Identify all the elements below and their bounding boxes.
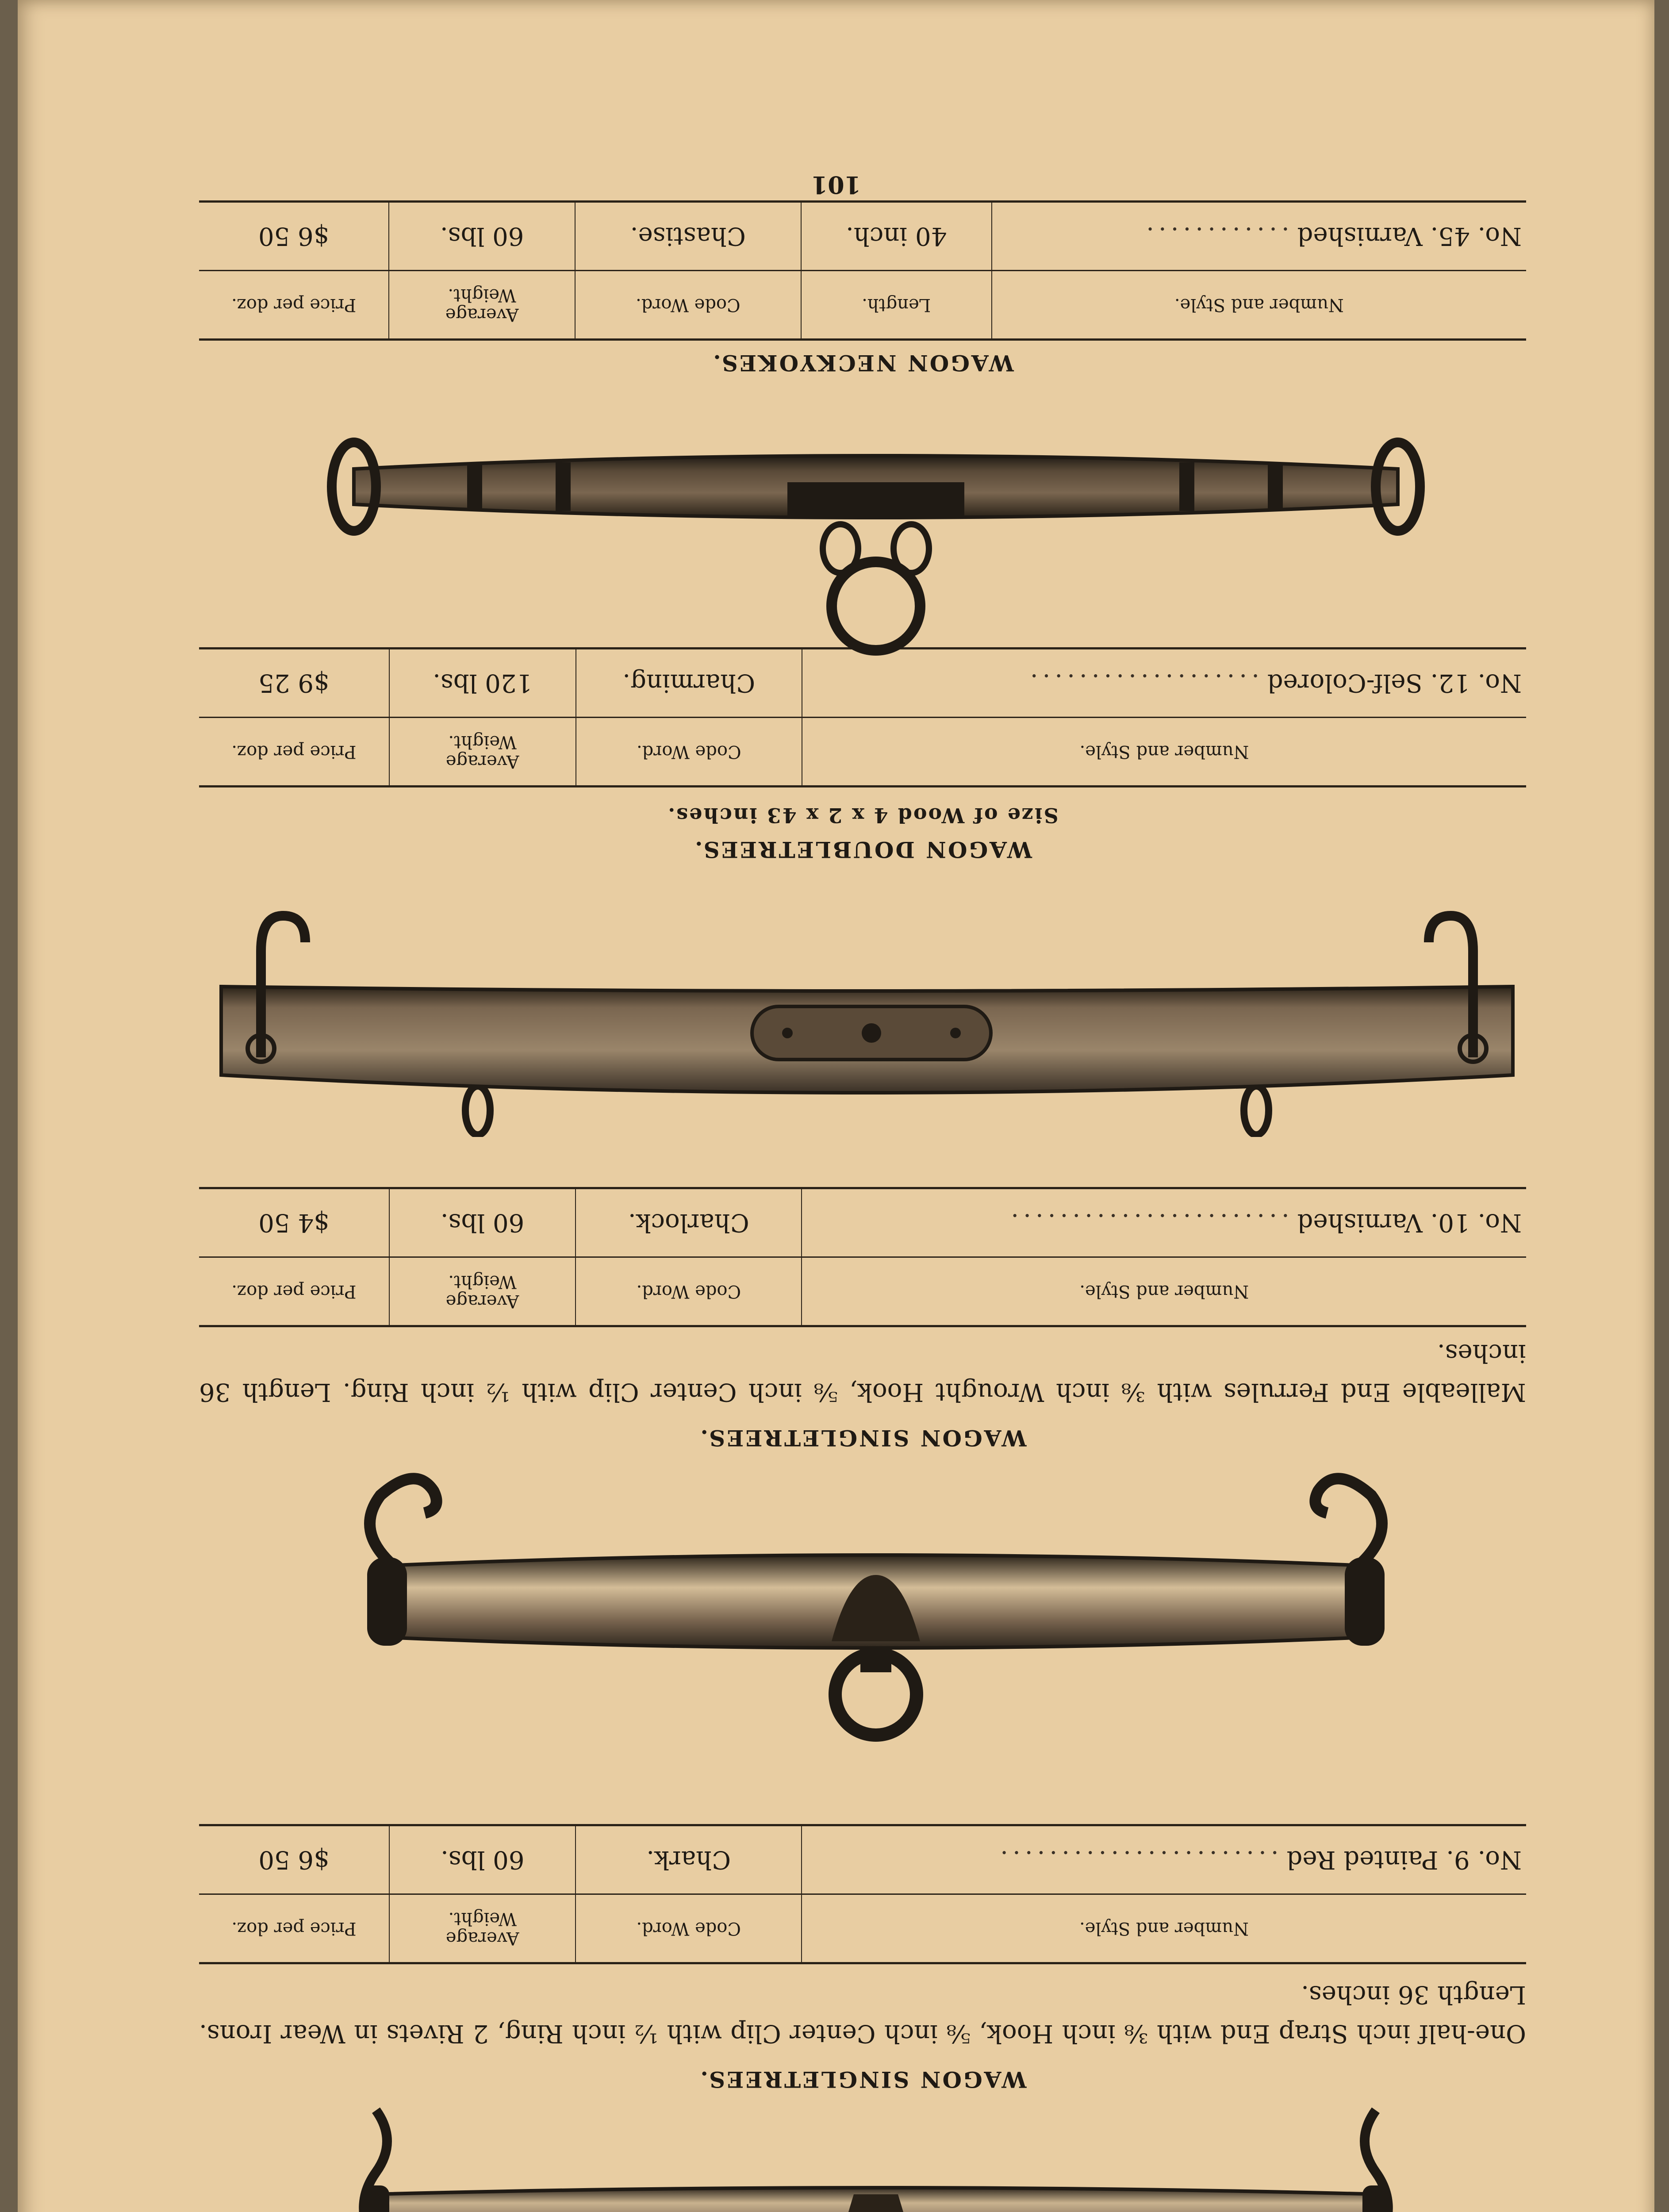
cell-number-style: No. 10. Varnished ....................... [802,1188,1526,1257]
cell-weight: 60 lbs. [389,1188,576,1257]
col-code-word: Code Word. [576,1894,801,1963]
catalog-page [18,0,1654,2212]
section-title: WAGON SINGLETREES. [698,2066,1027,2093]
col-code-word: Code Word. [576,1257,802,1326]
rotated-content [18,0,1654,2212]
page-number: 101 [811,171,861,199]
table-header-row [199,718,1526,787]
col-price: Price per doz. [199,1257,389,1326]
table-header-row [199,271,1526,340]
spec-table [199,1824,1526,1964]
col-weight: Average Weight. [389,1257,576,1326]
cell-weight: 60 lbs. [389,1825,576,1894]
cell-code-word: Chastise. [575,202,801,271]
col-number-style: Number and Style. [802,1894,1526,1963]
cell-price: $6 50 [199,202,389,271]
wagon-doubletree-illustration [212,889,1522,1137]
section-description: Size of Wood 4 x 2 x 43 inches. [667,803,1059,827]
cell-number-style: No. 45. Varnished ............ [992,202,1526,271]
col-price: Price per doz. [199,271,389,340]
cell-code-word: Charlock. [576,1188,802,1257]
cell-code-word: Charming. [576,649,802,718]
cell-weight: 120 lbs. [389,649,576,718]
cell-price: $4 50 [199,1188,389,1257]
table-row [199,1188,1526,1257]
section-description: One-half inch Strap End with ⅜ inch Hook, ⅝ inch Center Clip with ½ inch Ring, 2 Rivets in Wear Irons. Length 36 inches. [199,1980,1526,2048]
section-description: Malleable End Ferrules with ⅜ inch Wrought Hook, ⅝ inch Center Clip with ½ inch Ring. Length 36 inches. [199,1339,1526,1406]
col-weight: Average Weight. [389,271,575,340]
col-length: Length. [801,271,992,340]
wagon-neckyoke-illustration [301,389,1451,664]
col-price: Price per doz. [199,718,389,787]
table-row [199,1825,1526,1894]
col-number-style: Number and Style. [802,1257,1526,1326]
cell-code-word: Chark. [576,1825,801,1894]
cell-number-style: No. 12. Self-Colored ................... [802,649,1526,718]
wagon-singletree-illustration-2 [327,1460,1424,1752]
table-header-row [199,1257,1526,1326]
spec-table [199,200,1526,341]
col-code-word: Code Word. [576,718,802,787]
col-price: Price per doz. [199,1894,389,1963]
col-number-style: Number and Style. [992,271,1526,340]
spec-table [199,647,1526,787]
section-title: WAGON NECKYOKES. [711,350,1014,376]
section-title: WAGON DOUBLETREES. [693,837,1032,863]
wagon-singletree-illustration-1 [345,2097,1407,2212]
col-number-style: Number and Style. [802,718,1526,787]
cell-length: 40 inch. [801,202,992,271]
cell-number-style: No. 9. Painted Red ....................... [802,1825,1526,1894]
section-title: WAGON SINGLETREES. [698,1425,1027,1451]
cell-price: $9 25 [199,649,389,718]
col-code-word: Code Word. [575,271,801,340]
spec-table [199,1187,1526,1327]
col-weight: Average Weight. [389,718,576,787]
col-weight: Average Weight. [389,1894,576,1963]
cell-weight: 60 lbs. [389,202,575,271]
table-header-row [199,1894,1526,1963]
table-row [199,202,1526,271]
cell-price: $6 50 [199,1825,389,1894]
